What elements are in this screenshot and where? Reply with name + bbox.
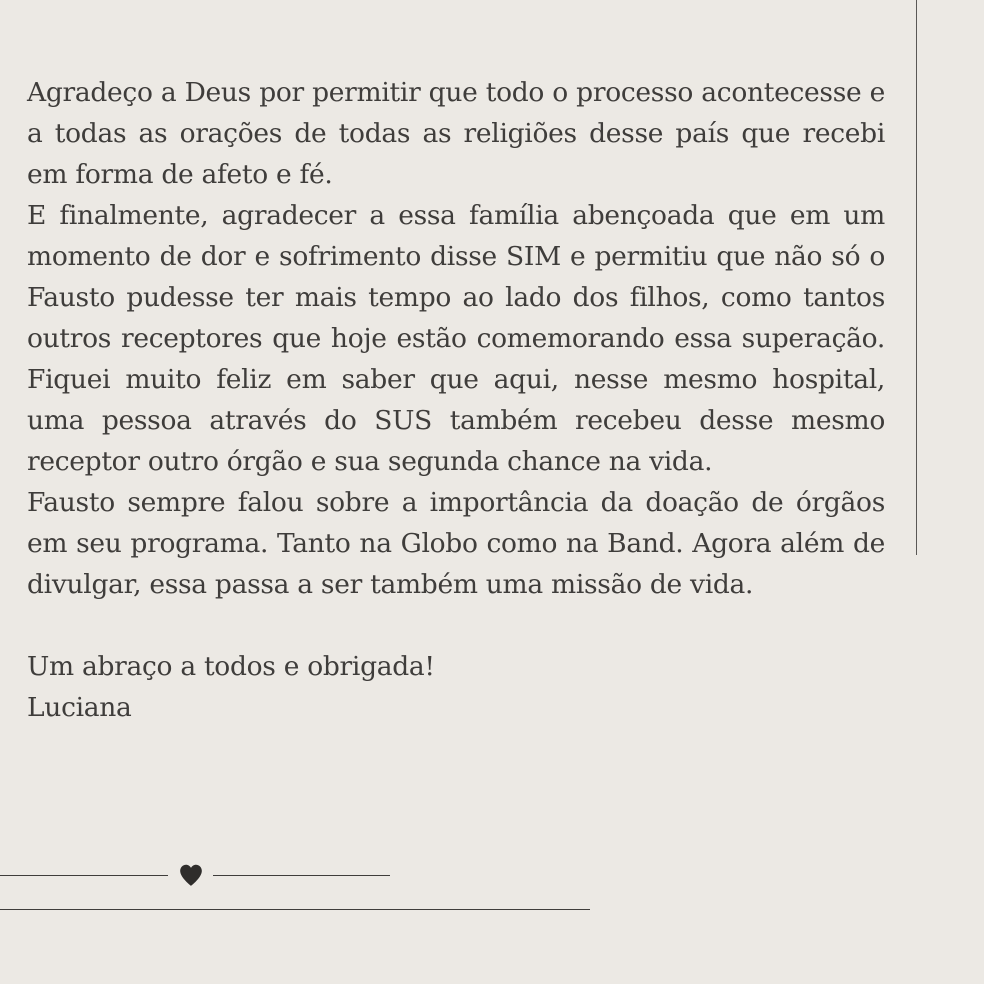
paragraph-organ-donation: Fausto sempre falou sobre a importância da doação de órgãos em seu programa. Tanto na Globo como na Band. Agora além de divulgar, essa passa a ser também uma missão de vida. (27, 487, 885, 600)
letter-body (27, 72, 885, 728)
paragraph-family: E finalmente, agradecer a essa família abençoada que em um momento de dor e sofrimento disse SIM e permitiu que não só o Fausto pudesse ter mais tempo ao lado dos filhos, como tantos outros receptores que hoje estão comemorando essa superação. Fiquei muito feliz em saber que aqui, nesse mesmo hospital, uma pessoa através do SUS também recebeu desse mesmo receptor outro órgão e sua segunda chance na vida. (27, 200, 885, 477)
vertical-rule (916, 0, 917, 555)
divider-line-left (0, 875, 168, 876)
paragraph-gratitude: Agradeço a Deus por permitir que todo o processo acontecesse e a todas as orações de todas as religiões desse país que recebi em forma de afeto e fé. (27, 77, 885, 190)
heart-divider (0, 860, 400, 890)
heart-icon (178, 862, 204, 888)
bottom-rule (0, 909, 590, 910)
signature: Luciana (27, 692, 132, 723)
closing-line: Um abraço a todos e obrigada! (27, 651, 435, 682)
divider-line-right (213, 875, 390, 876)
paragraph-spacer (27, 605, 885, 646)
